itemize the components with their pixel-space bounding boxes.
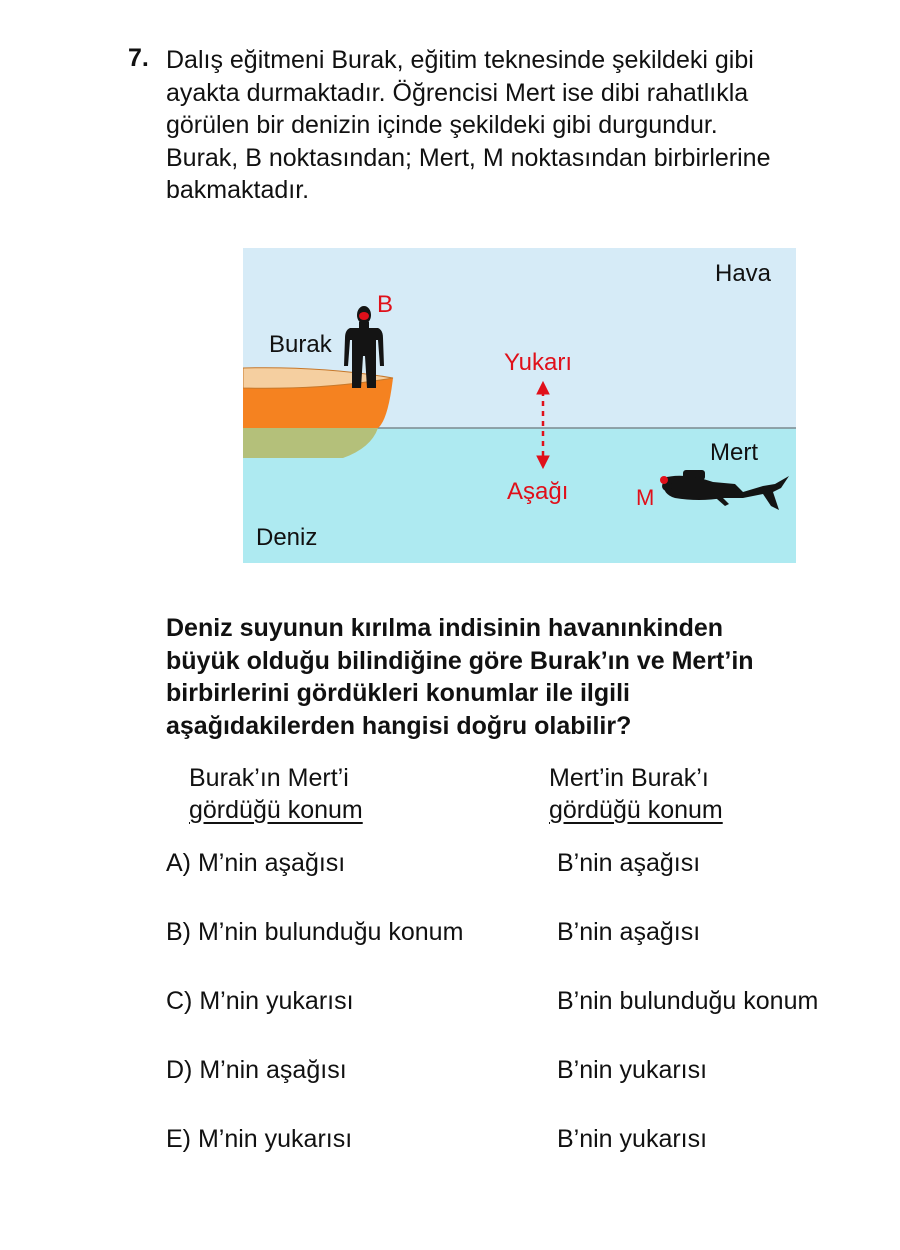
question-line: büyük olduğu bilindiğine göre Burak’ın ve Mert’in [166,646,754,675]
down-label: Aşağı [507,478,569,505]
option-right-text: B’nin aşağısı [557,849,701,877]
point-b-label: B [377,291,394,318]
stem-line: görülen bir denizin içinde şekildeki gibi durgundur. [166,111,718,139]
option-b[interactable] [166,918,866,954]
mert-label: Mert [710,439,758,466]
option-right-text: B’nin aşağısı [557,918,701,946]
option-letter: A) [166,849,191,877]
option-d[interactable] [166,1056,866,1092]
right-column-header-line2: gördüğü konum [549,796,723,824]
option-right-text: B’nin yukarısı [557,1125,708,1153]
left-column-header-line2: gördüğü konum [189,796,363,824]
right-column-header [549,762,723,826]
point-m-marker [660,476,668,484]
option-right-text: B’nin bulunduğu konum [557,987,819,1015]
option-left-text: M’nin yukarısı [199,987,354,1015]
up-label: Yukarı [504,349,573,376]
sea-label: Deniz [256,524,318,551]
left-column-header [189,762,363,826]
option-letter: B) [166,918,191,946]
diving-figure [243,248,796,563]
option-c[interactable] [166,987,866,1023]
air-label: Hava [715,260,772,287]
option-letter: C) [166,987,193,1015]
point-b-marker [359,312,369,320]
stem-line: ayakta durmaktadır. Öğrencisi Mert ise dibi rahatlıkla [166,78,749,107]
stem-line: Dalış eğitmeni Burak, eğitim teknesinde şekildeki gibi [166,46,754,74]
right-column-header-line1: Mert’in Burak’ı [549,764,709,792]
question-line: aşağıdakilerden hangisi doğru olabilir? [166,711,632,740]
question-text [166,612,866,742]
question-line: Deniz suyunun kırılma indisinin havanınkinden [166,614,724,642]
option-left-text: M’nin aşağısı [197,849,346,877]
question-number: 7. [128,44,149,72]
option-letter: D) [166,1056,193,1084]
burak-label: Burak [269,331,332,358]
left-column-header-line1: Burak’ın Mert’i [189,764,349,792]
option-e[interactable] [166,1125,866,1161]
option-right-text: B’nin yukarısı [557,1056,708,1084]
stem-line: bakmaktadır. [166,176,310,204]
point-m-label: M [636,485,655,510]
question-line: birbirlerini gördükleri konumlar ile ilgili [166,679,630,707]
option-left-text: M’nin aşağısı [199,1056,347,1084]
option-left-text: M’nin bulunduğu konum [197,918,464,946]
option-a[interactable] [166,849,866,885]
option-letter: E) [166,1125,191,1153]
stem-line: Burak, B noktasından; Mert, M noktasından birbirlerine [166,143,771,172]
question-stem [166,44,866,207]
diving-figure-svg [243,248,796,563]
option-left-text: M’nin yukarısı [197,1125,353,1153]
